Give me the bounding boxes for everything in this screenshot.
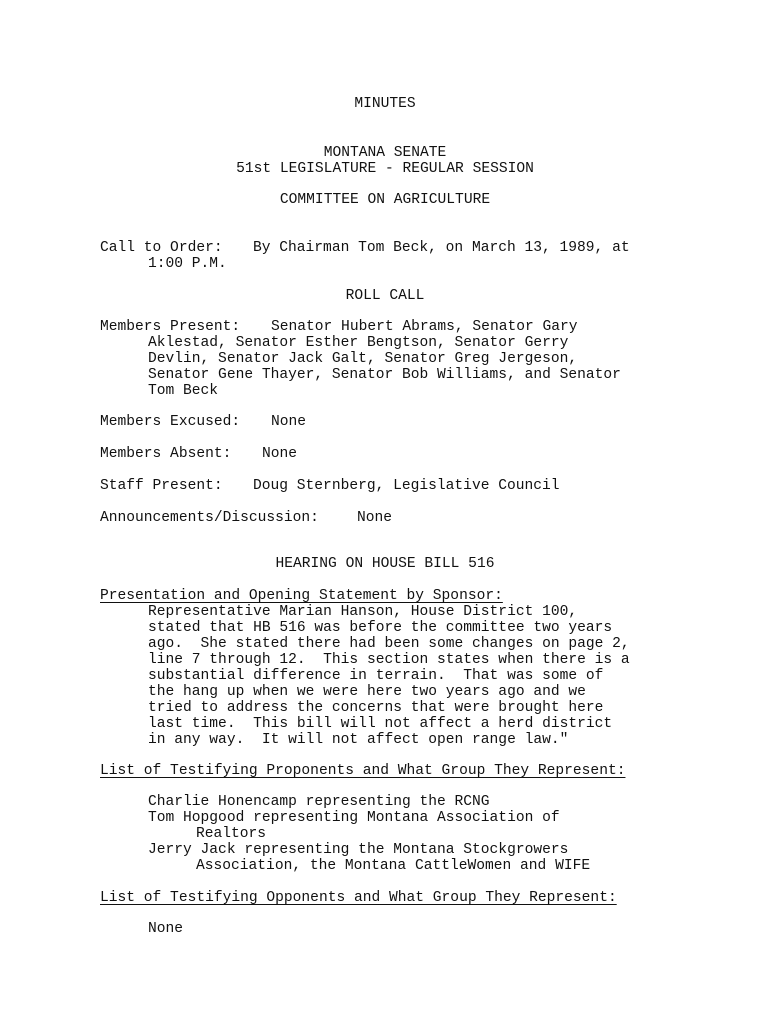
- members-present-line: Tom Beck: [148, 383, 219, 399]
- presentation-line: the hang up when we were here two years ago and we: [148, 684, 586, 700]
- proponent-line: Association, the Montana CattleWomen and WIFE: [196, 858, 591, 874]
- presentation-line: ago. She stated there had been some changes on page 2,: [148, 636, 630, 652]
- proponent-line: Realtors: [196, 826, 267, 842]
- presentation-heading: Presentation and Opening Statement by Sponsor:: [100, 588, 503, 604]
- members-excused-value: None: [271, 414, 307, 430]
- announcements-value: None: [357, 510, 393, 526]
- proponent-line: Jerry Jack representing the Montana Stockgrowers: [148, 842, 569, 858]
- presentation-line: last time. This bill will not affect a herd district: [148, 716, 613, 732]
- call-to-order-time: 1:00 P.M.: [148, 256, 227, 272]
- doc-title: MINUTES: [354, 96, 416, 112]
- staff-present-value: Doug Sternberg, Legislative Council: [253, 478, 560, 494]
- org-name: MONTANA SENATE: [323, 145, 447, 161]
- members-present-line: Devlin, Senator Jack Galt, Senator Greg Jergeson,: [148, 351, 578, 367]
- presentation-line: in any way. It will not affect open range law.": [148, 732, 569, 748]
- members-present-line: Senator Gene Thayer, Senator Bob Williams, and Senator: [148, 367, 621, 383]
- presentation-line: Representative Marian Hanson, House District 100,: [148, 604, 578, 620]
- announcements-label: Announcements/Discussion:: [100, 510, 319, 526]
- opponents-heading: List of Testifying Opponents and What Group They Represent:: [100, 890, 617, 906]
- members-absent-label: Members Absent:: [100, 446, 232, 462]
- members-present-label: Members Present:: [100, 319, 241, 335]
- call-to-order-text: By Chairman Tom Beck, on March 13, 1989, at: [253, 240, 630, 256]
- hearing-heading: HEARING ON HOUSE BILL 516: [275, 556, 495, 572]
- presentation-line: substantial difference in terrain. That was some of: [148, 668, 604, 684]
- members-present-line: Senator Hubert Abrams, Senator Gary: [271, 319, 578, 335]
- proponents-heading: List of Testifying Proponents and What Group They Represent:: [100, 763, 626, 779]
- proponent-line: Charlie Honencamp representing the RCNG: [148, 794, 490, 810]
- roll-call-heading: ROLL CALL: [345, 288, 425, 304]
- staff-present-label: Staff Present:: [100, 478, 223, 494]
- committee-name: COMMITTEE ON AGRICULTURE: [279, 192, 491, 208]
- members-absent-value: None: [262, 446, 298, 462]
- presentation-line: tried to address the concerns that were brought here: [148, 700, 604, 716]
- session-name: 51st LEGISLATURE - REGULAR SESSION: [236, 161, 534, 177]
- call-to-order-label: Call to Order:: [100, 240, 223, 256]
- presentation-line: stated that HB 516 was before the committee two years: [148, 620, 613, 636]
- opponents-value: None: [148, 921, 184, 937]
- presentation-line: line 7 through 12. This section states when there is a: [148, 652, 630, 668]
- proponent-line: Tom Hopgood representing Montana Association of: [148, 810, 560, 826]
- members-excused-label: Members Excused:: [100, 414, 241, 430]
- members-present-line: Aklestad, Senator Esther Bengtson, Senator Gerry: [148, 335, 569, 351]
